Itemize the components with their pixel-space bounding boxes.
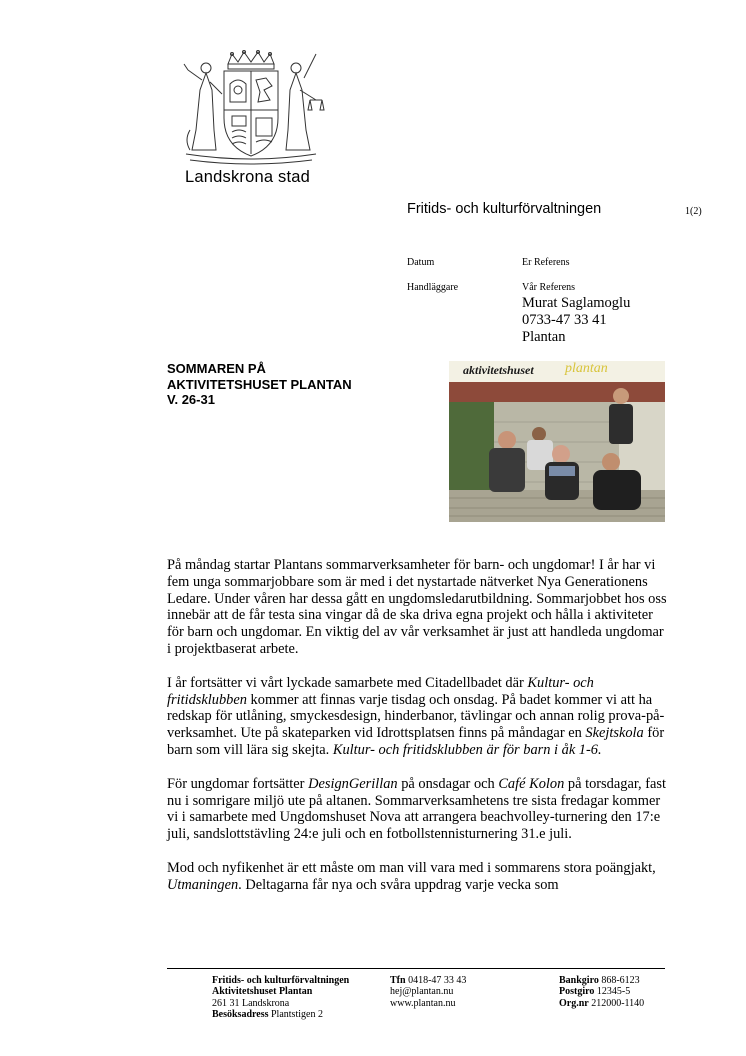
footer-contact-column — [390, 975, 466, 1009]
p2-text-e: för barn som vill lära sig skejta. — [167, 725, 665, 758]
p4-italic-utmaningen: Utmaningen — [167, 876, 239, 893]
paragraph-3 — [167, 776, 667, 843]
footer-visit-value: Plantstigen 2 — [271, 1009, 323, 1021]
footer-org: Fritids- och kulturförvaltningen — [212, 975, 350, 986]
p2-italic-skejtskola: Skejtskola — [585, 725, 644, 742]
footer-postal: 261 31 Landskrona — [212, 997, 290, 1009]
p2-italic-age-note: Kultur- och fritidsklubben är för barn i åk 1-6. — [332, 741, 602, 758]
footer-postgiro-label: Postgiro — [559, 986, 595, 998]
footer-tfn-label: Tfn — [390, 975, 406, 986]
contact-place: Plantan — [522, 329, 566, 345]
photo-banner-text-2: plantan — [565, 361, 608, 376]
p3-italic-cafe-kolon: Café Kolon — [498, 775, 565, 792]
logo-text: Landskrona stad — [185, 168, 311, 186]
p2-text-a: I år fortsätter vi vårt lyckade samarbete med Citadellbadet där — [167, 674, 528, 691]
footer-orgnr-value: 212000-1140 — [591, 997, 645, 1009]
paragraph-2 — [167, 675, 667, 759]
photo-banner-text-1: aktivitetshuset — [463, 363, 534, 377]
footer-house: Aktivitetshuset Plantan — [212, 986, 313, 998]
page-number: 1(2) — [685, 206, 702, 217]
p4-text-c: . Deltagarna får nya och svåra uppdrag varje vecka som — [238, 876, 559, 893]
footer-bankgiro-label: Bankgiro — [559, 975, 599, 986]
var-referens-label: Vår Referens — [522, 282, 576, 293]
er-referens-label: Er Referens — [522, 257, 570, 268]
title-line-2: AKTIVITETSHUSET PLANTAN — [167, 376, 352, 392]
p2-text-c: kommer att finnas varje tisdag och onsdag. På badet kommer vi att ha redskap för utlåning, smyckesdesign, hinderbanor, tävlingar och annan rolig prova-på-verksamhet. Ute på skateparken vid Idrottsplatsen finns på måndagar en — [167, 691, 665, 742]
document-title — [167, 361, 352, 408]
p3-text-a: För ungdomar fortsätter — [167, 775, 309, 792]
footer-orgnr-label: Org.nr — [559, 997, 589, 1009]
footer-bank-column — [559, 975, 644, 1009]
footer-divider — [167, 968, 665, 969]
handlaggare-label: Handläggare — [407, 282, 459, 293]
coat-of-arms-logo — [176, 50, 326, 170]
footer-web[interactable]: www.plantan.nu — [390, 997, 456, 1009]
photo-scene — [449, 382, 665, 522]
footer-visit-label: Besöksadress — [212, 1009, 269, 1021]
footer-postgiro-value: 12345-5 — [596, 986, 631, 998]
paragraph-1: På måndag startar Plantans sommarverksamheter för barn- och ungdomar! I år har vi fem unga sommarjobbare som är med i det nystartade nätverket Nya Generationens Ledare. Under våren har dessa gått en ungdomsledarutbildning. Sommarjobbet hos oss innebär att de får testa sina vingar då de ska driva egna projekt och hålla i aktiviteter för barn och ungdomar. En viktig del av vår verksamhet är just att handleda ungdomar i projektbaserat arbete. — [167, 557, 667, 657]
p3-text-e: på torsdagar, fast nu i somrigare miljö ute på altanen. Sommarverksamhetens tre sista fredagar kommer vi i samarbete med Ungdomshuset Nova att arrangera beachvolley-turnering den 17:e juli, sandslottstävling 24:e juli och en fotbollstennisturnering 31.e juli. — [167, 775, 667, 843]
footer-bankgiro-value: 868-6123 — [601, 975, 640, 986]
title-line-1: SOMMAREN PÅ — [167, 361, 266, 376]
footer-tfn-value: 0418-47 33 43 — [408, 975, 467, 986]
body-text — [167, 557, 667, 911]
title-line-3: V. 26-31 — [167, 392, 215, 407]
contact-name: Murat Saglamoglu — [522, 295, 631, 311]
group-photo — [449, 361, 665, 522]
datum-label: Datum — [407, 257, 435, 268]
contact-phone: 0733-47 33 41 — [522, 312, 607, 328]
paragraph-4 — [167, 860, 667, 894]
p3-text-c: på onsdagar och — [397, 775, 499, 792]
p3-italic-designgerillan: DesignGerillan — [308, 775, 398, 792]
department-name: Fritids- och kulturförvaltningen — [407, 201, 602, 217]
p2-italic-kulturklubben: Kultur- och fritidsklubben — [167, 674, 594, 708]
p4-text-a: Mod och nyfikenhet är ett måste om man vill vara med i sommarens stora poängjakt, — [167, 859, 656, 876]
photo-banner — [449, 361, 665, 382]
footer-address-column — [212, 975, 349, 1021]
footer-email[interactable]: hej@plantan.nu — [390, 986, 454, 998]
